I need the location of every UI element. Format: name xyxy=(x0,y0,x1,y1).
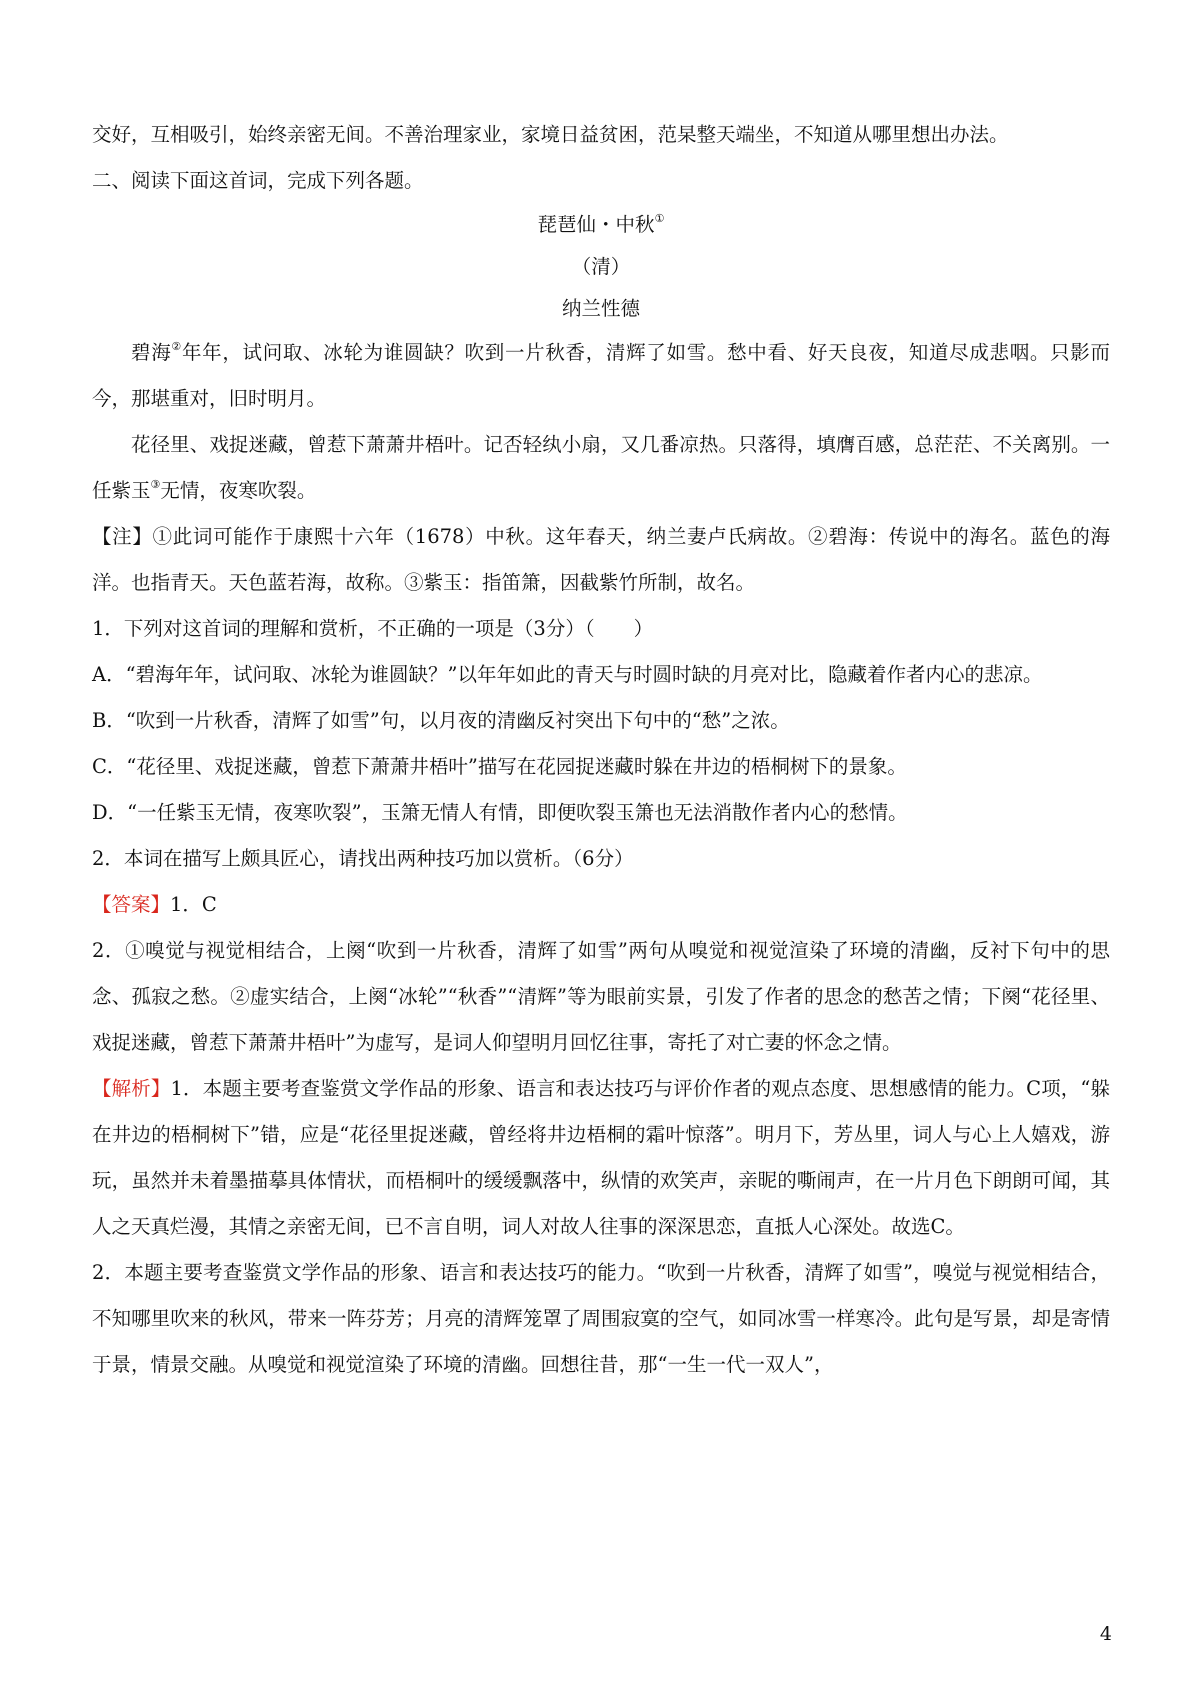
stanza-2-start: 花径里、戏捉迷藏，曾惹下萧萧井梧叶。记否轻纨小扇，又几番凉热。只落得，填膺百感，总茫茫、不关离别。一任紫玉 xyxy=(92,433,1110,502)
answer-label: 【答案】 xyxy=(92,893,171,916)
stanza-1-start: 碧海 xyxy=(131,341,172,364)
poem-title-text: 琵琶仙・中秋 xyxy=(537,213,655,236)
page-number: 4 xyxy=(1099,1623,1112,1645)
stanza-1-note-mark: ② xyxy=(171,340,182,353)
stanza-2-rest: 无情，夜寒吹裂。 xyxy=(160,479,317,502)
page-content xyxy=(92,112,1110,1388)
section-heading: 二、阅读下面这首词，完成下列各题。 xyxy=(92,169,424,192)
intro-line: 交好，互相吸引，始终亲密无间。不善治理家业，家境日益贫困，范杲整天端坐，不知道从哪里想出办法。 xyxy=(92,123,1009,146)
poem-note: 【注】①此词可能作于康熙十六年（1678）中秋。这年春天，纳兰妻卢氏病故。②碧海：传说中的海名。蓝色的海洋。也指青天。天色蓝若海，故称。③紫玉：指笛箫，因截紫竹所制，故名。 xyxy=(92,525,1110,594)
analysis-label: 【解析】 xyxy=(92,1077,171,1100)
answer-q1: 1．C xyxy=(170,893,217,916)
option-c: C．“花径里、戏捉迷藏，曾惹下萧萧井梧叶”描写在花园捉迷藏时躲在井边的梧桐树下的景象。 xyxy=(92,755,907,778)
poem-dynasty: （清） xyxy=(571,255,631,278)
poem-author: 纳兰性德 xyxy=(561,297,640,320)
answer-line xyxy=(92,882,1110,928)
option-a: A．“碧海年年，试问取、冰轮为谁圆缺？”以年年如此的青天与时圆时缺的月亮对比，隐藏着作者内心的悲凉。 xyxy=(92,663,1043,686)
poem-title-note-mark: ① xyxy=(654,212,665,225)
poem-stanza-2 xyxy=(92,422,1110,514)
option-b: B．“吹到一片秋香，清辉了如雪”句，以月夜的清幽反衬突出下句中的“愁”之浓。 xyxy=(92,709,790,732)
analysis-paragraph-1 xyxy=(92,1066,1110,1250)
analysis-q1: 1．本题主要考查鉴赏文学作品的形象、语言和表达技巧与评价作者的观点态度、思想感情的能力。C项，“躲在井边的梧桐树下”错，应是“花径里捉迷藏，曾经将井边梧桐的霜叶惊落”。明月下，芳丛里，词人与心上人嬉戏，游玩，虽然并未着墨描摹具体情状，而梧桐叶的缓缓飘落中，纵情的欢笑声，亲昵的嘶闹声，在一片月色下朗朗可闻，其人之天真烂漫，其情之亲密无间，已不言自明，词人对故人往事的深深思恋，直抵人心深处。故选C。 xyxy=(92,1077,1110,1238)
question-2: 2．本词在描写上颇具匠心，请找出两种技巧加以赏析。（6分） xyxy=(92,847,634,870)
stanza-2-note-mark: ③ xyxy=(150,478,161,491)
answer-q2: 2．①嗅觉与视觉相结合，上阕“吹到一片秋香，清辉了如雪”两句从嗅觉和视觉渲染了环境的清幽，反衬下句中的思念、孤寂之愁。②虚实结合，上阕“冰轮”“秋香”“清辉”等为眼前实景，引发了作者的思念的愁苦之情；下阕“花径里、戏捉迷藏，曾惹下萧萧井梧叶”为虚写，是词人仰望明月回忆往事，寄托了对亡妻的怀念之情。 xyxy=(92,939,1110,1054)
option-d: D．“一任紫玉无情，夜寒吹裂”，玉箫无情人有情，即便吹裂玉箫也无法消散作者内心的愁情。 xyxy=(92,801,908,824)
question-1: 1．下列对这首词的理解和赏析，不正确的一项是（3分）（ ） xyxy=(92,617,654,640)
analysis-paragraph-2: 2．本题主要考查鉴赏文学作品的形象、语言和表达技巧的能力。“吹到一片秋香，清辉了如雪”，嗅觉与视觉相结合，不知哪里吹来的秋风，带来一阵芬芳；月亮的清辉笼罩了周围寂寞的空气，如同冰雪一样寒冷。此句是写景，却是寄情于景，情景交融。从嗅觉和视觉渲染了环境的清幽。回想往昔，那“一生一代一双人”， xyxy=(92,1261,1110,1376)
stanza-1-rest: 年年，试问取、冰轮为谁圆缺？吹到一片秋香，清辉了如雪。愁中看、好天良夜，知道尽成悲咽。只影而今，那堪重对，旧时明月。 xyxy=(92,341,1110,410)
poem-title xyxy=(92,204,1110,246)
poem-stanza-1 xyxy=(92,330,1110,422)
